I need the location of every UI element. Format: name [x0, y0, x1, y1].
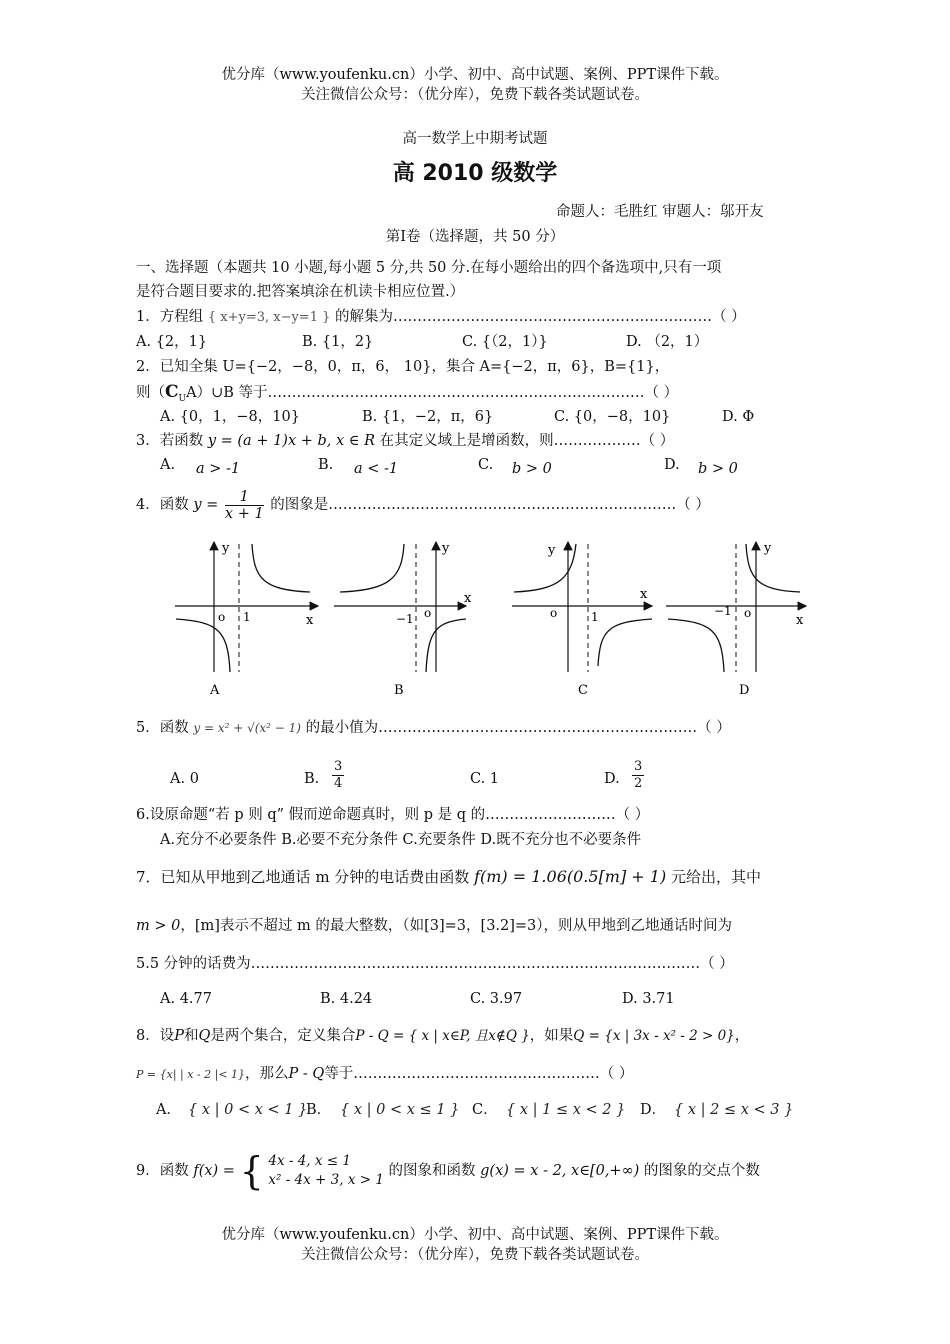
q5-option-c: C. 1: [470, 771, 500, 787]
q9-g-function: g(x) = x - 2, x∈[0,+∞): [480, 1163, 640, 1179]
q5-d-denominator: 2: [634, 776, 643, 791]
q3-option-b: a < -1: [354, 461, 399, 477]
question-5: [136, 719, 731, 737]
q4-fraction: [225, 489, 264, 522]
q2-prefix: 则（: [136, 385, 165, 401]
q3-option-c-label: C.: [478, 457, 494, 473]
q8-option-a-label: A．: [156, 1102, 181, 1118]
q8-option-a: { x | 0 < x < 1 }: [188, 1102, 308, 1118]
q1-system: { x+y=3, x−y=1 }: [207, 310, 331, 325]
graph-d-x-label: x: [796, 613, 804, 628]
graph-c-label: C: [578, 683, 588, 698]
q3-formula: y = (a + 1)x + b, x ∈ R: [207, 433, 376, 449]
graph-a-y-label: y: [222, 541, 230, 556]
q4-lhs: y =: [193, 497, 219, 513]
q2-suffix: A）∪B 等于……………………………………………………………………（ ）: [186, 385, 679, 401]
graph-c: [512, 542, 652, 698]
q2-option-d: D. Φ: [722, 409, 755, 425]
q7-condition: m > 0: [136, 918, 181, 934]
q3-option-a: a > -1: [196, 461, 241, 477]
q8-p-definition: P = {x| | x - 2 |< 1}: [136, 1068, 246, 1081]
site-footer-line2: 关注微信公众号：（优分库），免费下载各类试题试卷。: [301, 1247, 649, 1263]
exam-authors: 命题人：毛胜红 审题人：邬开友: [556, 204, 764, 220]
exam-title: 高 2010 级数学: [392, 161, 558, 186]
graph-d-y-label: y: [764, 541, 772, 556]
graph-a-asymptote-label: 1: [243, 610, 251, 624]
question-9: [136, 1148, 760, 1194]
question-6: 6.设原命题“若 p 则 q” 假而逆命题真时，则 p 是 q 的………………………（ ）: [136, 807, 650, 823]
q7-option-b: B. 4.24: [320, 991, 373, 1007]
q5-option-d-label: D.: [604, 771, 620, 787]
q8-and: 和: [184, 1028, 199, 1044]
q7-prefix: 7．已知从甲地到乙地通话 m 分钟的电话费由函数: [136, 868, 470, 886]
q1-option-d: D. （2，1）: [626, 334, 709, 350]
q8-option-c: { x | 1 ≤ x < 2 }: [506, 1102, 626, 1118]
graph-c-y-label: y: [548, 543, 556, 558]
q7-option-a: A. 4.77: [160, 991, 212, 1007]
graph-d: [666, 541, 806, 698]
q5-prefix: 5．函数: [136, 720, 189, 736]
q2-option-a: A. {0，1，−8，10}: [160, 409, 300, 425]
q2-option-b: B. {1，−2，π，6}: [362, 409, 494, 425]
q9-piecewise: [268, 1152, 384, 1190]
question-8-line1: [136, 1027, 749, 1045]
question-7-line3: 5.5 分钟的话费为…………………………………………………………………………………（ ）: [136, 956, 734, 972]
graph-b-label: B: [394, 683, 404, 698]
question-2-line2: [136, 383, 678, 408]
q7-formula: f(m) = 1.06(0.5[m] + 1): [474, 867, 667, 886]
question-7-line1: [136, 868, 761, 886]
q8-q-definition: Q = {x | 3x - x² - 2 > 0}: [573, 1028, 735, 1044]
q5-option-b: [330, 759, 346, 792]
site-footer-line1: 优分库（www.youfenku.cn）小学、初中、高中试题、案例、PPT课件下载。: [221, 1227, 729, 1243]
q3-option-c: b > 0: [512, 461, 552, 477]
q9-suffix: 的图象的交点个数: [643, 1163, 760, 1179]
graph-d-label: D: [739, 683, 750, 698]
q9-prefix: 9．函数: [136, 1163, 189, 1179]
complement-symbol: C: [165, 382, 179, 402]
q7-option-d: D. 3.71: [622, 991, 675, 1007]
q7-suffix: 元给出，其中: [671, 868, 762, 886]
q1-option-c: C. {（2，1）}: [462, 334, 548, 350]
q8-p-minus-q: P - Q: [288, 1066, 325, 1082]
q5-formula: y = x² + √(x² − 1): [193, 721, 301, 735]
q5-option-b-label: B.: [304, 771, 320, 787]
q8-option-c-label: C．: [472, 1102, 498, 1118]
graph-d-origin: o: [744, 606, 752, 620]
graph-a-origin: o: [218, 610, 226, 624]
q3-option-a-label: A.: [160, 457, 176, 473]
q8-option-d-label: D．: [640, 1102, 667, 1118]
q8-p: P: [174, 1028, 184, 1044]
graph-c-origin: o: [550, 606, 558, 620]
q5-b-denominator: 4: [334, 776, 343, 791]
q2-option-c: C. {0，−8，10}: [554, 409, 671, 425]
q4-suffix: 的图象是………………………………………………………………（ ）: [270, 497, 710, 513]
q8-then: ，那么: [245, 1066, 289, 1082]
q4-denominator: x + 1: [224, 505, 264, 522]
q9-mid: 的图象和函数: [388, 1163, 476, 1179]
graph-a-label: A: [210, 683, 220, 698]
q7-option-c: C. 3.97: [470, 991, 523, 1007]
graph-b-origin: o: [424, 606, 432, 620]
q5-d-numerator: 3: [634, 759, 643, 774]
question-8-line2: [136, 1065, 633, 1084]
q4-prefix: 4．函数: [136, 497, 189, 513]
q7-line2-text: ，[m]表示不超过 m 的最大整数，（如[3]=3，[3.2]=3），则从甲地到乙地通话时间为: [180, 918, 733, 934]
q8-prefix: 8．设: [136, 1028, 175, 1044]
graph-a-x-label: x: [306, 613, 314, 628]
question-2-line1: 2．已知全集 U={−2，−8，0，π，6， 10}，集合 A={−2，π，6}，B={1}，: [136, 359, 670, 375]
graph-b-y-label: y: [442, 541, 450, 556]
site-header-line1: 优分库（www.youfenku.cn）小学、初中、高中试题、案例、PPT课件下载。: [221, 67, 729, 83]
graph-b: [334, 541, 472, 698]
q8-definition: P - Q = { x | x∈P, 且x∉Q }: [355, 1028, 530, 1044]
q5-b-numerator: 3: [334, 759, 343, 774]
q3-option-d: b > 0: [698, 461, 738, 477]
q1-option-b: B. {1，2}: [302, 334, 374, 350]
q5-option-d: [630, 759, 646, 792]
graph-d-asymptote-label: −1: [714, 604, 732, 618]
graph-c-x-label: x: [640, 587, 648, 602]
instructions-line2: 是符合题目要求的.把答案填涂在机读卡相应位置.）: [136, 284, 465, 300]
q4-numerator: 1: [225, 489, 264, 506]
q8-text: 是两个集合，定义集合: [210, 1028, 356, 1044]
q1-prefix: 1．方程组: [136, 309, 204, 325]
q8-option-b-label: B．: [306, 1102, 332, 1118]
exam-subtitle: 高一数学上中期考试题: [402, 131, 548, 147]
q9-piece-2: x² - 4x + 3, x > 1: [268, 1172, 384, 1188]
q9-piece-1: 4x - 4, x ≤ 1: [268, 1153, 351, 1169]
q1-option-a: A. {2，1}: [136, 334, 208, 350]
q8-suffix: 等于……………………………………………（ ）: [324, 1066, 634, 1082]
q4-graph-options: [0, 530, 950, 710]
q3-prefix: 3．若函数: [136, 433, 204, 449]
complement-subscript: U: [178, 393, 187, 404]
q6-options: A.充分不必要条件 B.必要不充分条件 C.充要条件 D.既不充分也不必要条件: [160, 832, 642, 848]
graph-a: [175, 541, 318, 698]
q5-suffix: 的最小值为…………………………………………………………（ ）: [305, 720, 731, 736]
q5-option-a: A. 0: [170, 771, 199, 787]
q3-option-b-label: B.: [318, 457, 334, 473]
instructions-line1: 一、选择题（本题共 10 小题,每小题 5 分,共 50 分.在每小题给出的四个备选项中,只有一项: [136, 260, 722, 276]
question-4: [136, 487, 710, 523]
piecewise-brace: {: [239, 1149, 264, 1193]
graph-c-asymptote-label: 1: [591, 610, 599, 624]
graph-b-asymptote-label: −1: [396, 612, 414, 626]
q8-option-d: { x | 2 ≤ x < 3 }: [674, 1102, 794, 1118]
q3-option-d-label: D.: [664, 457, 680, 473]
q3-suffix: 在其定义域上是增函数，则………………（ ）: [379, 433, 675, 449]
part-heading: 第Ⅰ卷（选择题，共 50 分）: [385, 229, 565, 245]
q8-comma: ，: [734, 1028, 750, 1044]
site-header-line2: 关注微信公众号：（优分库），免费下载各类试题试卷。: [301, 87, 649, 103]
q8-if: ，如果: [529, 1028, 574, 1044]
q8-option-b: { x | 0 < x ≤ 1 }: [340, 1102, 460, 1118]
q8-q: Q: [198, 1028, 211, 1044]
question-1: [136, 308, 746, 327]
question-7-line2: [136, 917, 732, 935]
q9-lhs: f(x) =: [193, 1163, 235, 1179]
q1-suffix: 的解集为…………………………………………………………（ ）: [335, 309, 746, 325]
graph-b-x-label: x: [464, 591, 472, 606]
question-3: [136, 432, 674, 450]
